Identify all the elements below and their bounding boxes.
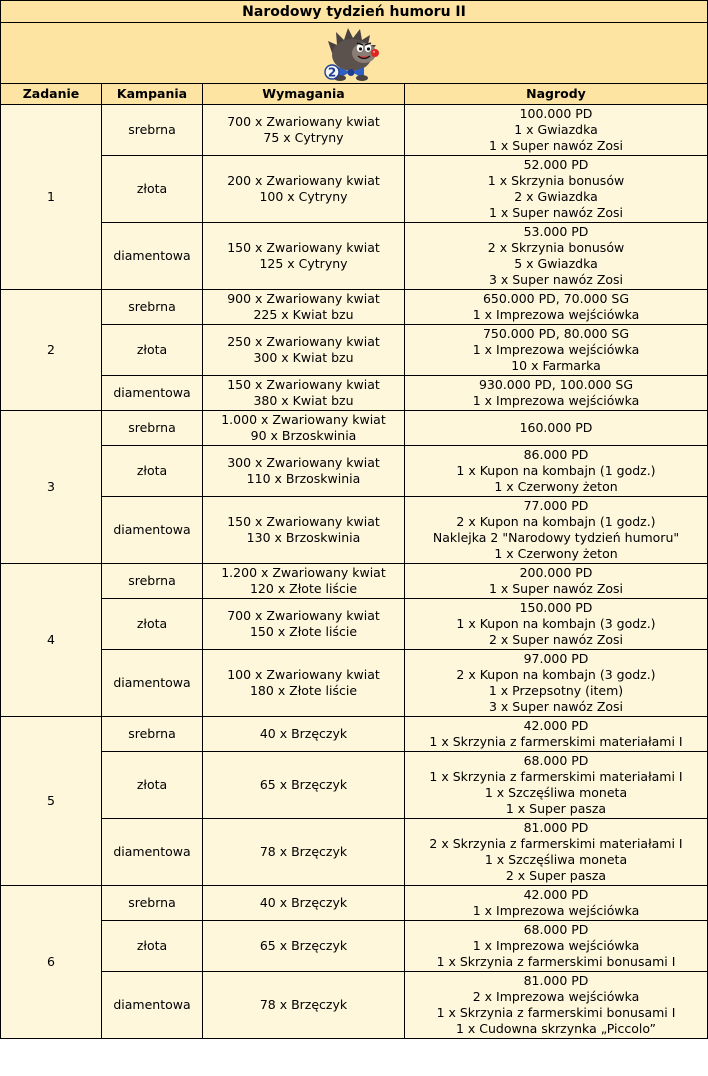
reward-line: 81.000 PD [523,820,589,835]
table-row [1,972,708,1039]
rewards-cell [405,497,708,564]
requirement-line: 65 x Brzęczyk [259,777,348,792]
reward-line: 1 x Kupon na kombajn (3 godz.) [456,616,656,631]
campaign-level: złota [102,599,203,650]
reward-line: 77.000 PD [523,498,589,513]
requirements-cell [203,752,405,819]
campaign-level: diamentowa [102,223,203,290]
requirement-line: 150 x Zwariowany kwiat [227,377,380,392]
reward-line: 1 x Gwiazdka [514,122,598,137]
reward-line: 2 x Kupon na kombajn (3 godz.) [456,667,656,682]
requirements-cell [203,325,405,376]
table-row [1,290,708,325]
reward-line: 1 x Imprezowa wejściówka [472,938,640,953]
requirement-line: 150 x Zwariowany kwiat [227,240,380,255]
reward-line: 1 x Imprezowa wejściówka [472,903,640,918]
rewards-cell [405,921,708,972]
rewards-cell [405,446,708,497]
reward-line: 1 x Kupon na kombajn (1 godz.) [456,463,656,478]
rewards-cell [405,972,708,1039]
reward-line: 1 x Super nawóz Zosi [488,205,624,220]
requirements-cell [203,290,405,325]
rewards-cell [405,599,708,650]
campaign-level: srebrna [102,564,203,599]
requirements-cell [203,156,405,223]
reward-line: 150.000 PD [519,600,593,615]
table-title: Narodowy tydzień humoru II [1,1,708,23]
campaign-level: diamentowa [102,819,203,886]
requirements-cell [203,411,405,446]
header-zadanie: Zadanie [1,84,102,105]
requirements-cell [203,223,405,290]
requirement-line: 90 x Brzoskwinia [250,428,357,443]
requirements-cell [203,650,405,717]
rewards-cell [405,752,708,819]
table-row [1,411,708,446]
requirement-line: 75 x Cytryny [263,130,344,145]
table-row [1,717,708,752]
reward-line: 2 x Kupon na kombajn (1 godz.) [456,514,656,529]
reward-line: 750.000 PD, 80.000 SG [482,326,630,341]
rewards-cell [405,290,708,325]
requirements-cell [203,446,405,497]
reward-line: 1 x Super nawóz Zosi [488,138,624,153]
reward-line: 68.000 PD [523,753,589,768]
requirement-line: 1.000 x Zwariowany kwiat [221,412,386,427]
requirement-line: 65 x Brzęczyk [259,938,348,953]
requirement-line: 700 x Zwariowany kwiat [227,114,380,129]
reward-line: 10 x Farmarka [511,358,601,373]
reward-line: Naklejka 2 "Narodowy tydzień humoru" [432,530,680,545]
requirement-line: 100 x Cytryny [259,189,348,204]
requirement-line: 380 x Kwiat bzu [253,393,354,408]
table-row [1,819,708,886]
rewards-cell [405,819,708,886]
reward-line: 1 x Skrzynia z farmerskimi bonusami I [436,1005,676,1020]
reward-line: 97.000 PD [523,651,589,666]
badge-number: 2 [327,65,337,80]
requirement-line: 700 x Zwariowany kwiat [227,608,380,623]
table-row [1,650,708,717]
task-number: 6 [1,886,102,1039]
campaign-level: diamentowa [102,972,203,1039]
table-row [1,599,708,650]
table-row [1,886,708,921]
reward-line: 1 x Skrzynia z farmerskimi materiałami I [429,734,683,749]
reward-line: 2 x Super pasza [505,868,607,883]
campaign-level: srebrna [102,105,203,156]
campaign-level: srebrna [102,290,203,325]
campaign-level: srebrna [102,717,203,752]
requirement-line: 150 x Zwariowany kwiat [227,514,380,529]
rewards-cell [405,717,708,752]
campaign-level: złota [102,446,203,497]
reward-line: 1 x Czerwony żeton [494,479,618,494]
requirement-line: 225 x Kwiat bzu [253,307,354,322]
requirements-cell [203,105,405,156]
banner [1,23,708,84]
reward-line: 1 x Imprezowa wejściówka [472,307,640,322]
requirement-line: 150 x Złote liście [249,624,358,639]
rewards-cell [405,325,708,376]
mascot-hedgehog-icon [322,23,386,83]
reward-line: 1 x Szczęśliwa moneta [484,852,628,867]
campaign-level: srebrna [102,886,203,921]
requirements-cell [203,921,405,972]
reward-line: 1 x Cudowna skrzynka „Piccolo” [455,1021,657,1036]
requirement-line: 900 x Zwariowany kwiat [227,291,380,306]
reward-line: 2 x Gwiazdka [514,189,598,204]
table-row [1,156,708,223]
rewards-cell [405,650,708,717]
campaign-level: złota [102,325,203,376]
requirement-line: 78 x Brzęczyk [259,844,348,859]
requirement-line: 110 x Brzoskwinia [246,471,361,486]
reward-line: 86.000 PD [523,447,589,462]
requirements-cell [203,497,405,564]
reward-line: 53.000 PD [523,224,589,239]
reward-line: 42.000 PD [523,718,589,733]
reward-line: 1 x Czerwony żeton [494,546,618,561]
reward-line: 930.000 PD, 100.000 SG [478,377,634,392]
task-number: 2 [1,290,102,411]
header-nagrody: Nagrody [405,84,708,105]
task-number: 1 [1,105,102,290]
header-kampania: Kampania [102,84,203,105]
reward-line: 2 x Super nawóz Zosi [488,632,624,647]
task-number: 3 [1,411,102,564]
requirement-line: 300 x Zwariowany kwiat [227,455,380,470]
table-row [1,564,708,599]
rewards-cell [405,105,708,156]
reward-line: 1 x Imprezowa wejściówka [472,342,640,357]
reward-line: 3 x Super nawóz Zosi [488,699,624,714]
requirement-line: 40 x Brzęczyk [259,895,348,910]
campaign-level: diamentowa [102,497,203,564]
table-header-row [1,84,708,105]
reward-line: 1 x Szczęśliwa moneta [484,785,628,800]
table-row [1,376,708,411]
requirement-line: 78 x Brzęczyk [259,997,348,1012]
requirement-line: 250 x Zwariowany kwiat [227,334,380,349]
rewards-cell [405,376,708,411]
requirement-line: 130 x Brzoskwinia [246,530,361,545]
rewards-cell [405,886,708,921]
table-row [1,223,708,290]
requirement-line: 200 x Zwariowany kwiat [227,173,380,188]
rewards-cell [405,411,708,446]
reward-line: 5 x Gwiazdka [514,256,598,271]
table-row [1,921,708,972]
rewards-cell [405,564,708,599]
requirements-cell [203,972,405,1039]
campaign-level: złota [102,752,203,819]
reward-line: 2 x Skrzynia bonusów [487,240,625,255]
header-wymagania: Wymagania [203,84,405,105]
rewards-cell [405,223,708,290]
requirements-cell [203,717,405,752]
rewards-cell [405,156,708,223]
reward-line: 1 x Przepsotny (item) [488,683,624,698]
requirements-cell [203,819,405,886]
campaign-level: diamentowa [102,376,203,411]
table-row [1,325,708,376]
requirement-line: 300 x Kwiat bzu [253,350,354,365]
requirement-line: 125 x Cytryny [259,256,348,271]
reward-line: 1 x Skrzynia z farmerskimi bonusami I [436,954,676,969]
requirement-line: 100 x Zwariowany kwiat [227,667,380,682]
reward-line: 650.000 PD, 70.000 SG [482,291,630,306]
reward-line: 68.000 PD [523,922,589,937]
task-number: 4 [1,564,102,717]
reward-line: 1 x Super nawóz Zosi [488,581,624,596]
requirement-line: 1.200 x Zwariowany kwiat [221,565,386,580]
reward-line: 100.000 PD [519,106,593,121]
requirements-cell [203,886,405,921]
reward-line: 1 x Skrzynia bonusów [487,173,625,188]
reward-line: 3 x Super nawóz Zosi [488,272,624,287]
task-number: 5 [1,717,102,886]
requirements-cell [203,599,405,650]
table-row [1,497,708,564]
reward-line: 2 x Imprezowa wejściówka [472,989,640,1004]
reward-line: 200.000 PD [519,565,593,580]
requirements-cell [203,564,405,599]
reward-line: 160.000 PD [519,420,593,435]
requirement-line: 180 x Złote liście [249,683,358,698]
requirements-cell [203,376,405,411]
campaign-level: srebrna [102,411,203,446]
reward-line: 1 x Imprezowa wejściówka [472,393,640,408]
requirement-line: 120 x Złote liście [249,581,358,596]
reward-line: 2 x Skrzynia z farmerskimi materiałami I [429,836,683,851]
campaign-level: złota [102,921,203,972]
reward-line: 81.000 PD [523,973,589,988]
table-row [1,752,708,819]
campaign-level: diamentowa [102,650,203,717]
reward-line: 42.000 PD [523,887,589,902]
reward-line: 52.000 PD [523,157,589,172]
campaign-level: złota [102,156,203,223]
table-row [1,446,708,497]
reward-line: 1 x Super pasza [505,801,607,816]
requirement-line: 40 x Brzęczyk [259,726,348,741]
reward-line: 1 x Skrzynia z farmerskimi materiałami I [429,769,683,784]
table-row [1,105,708,156]
